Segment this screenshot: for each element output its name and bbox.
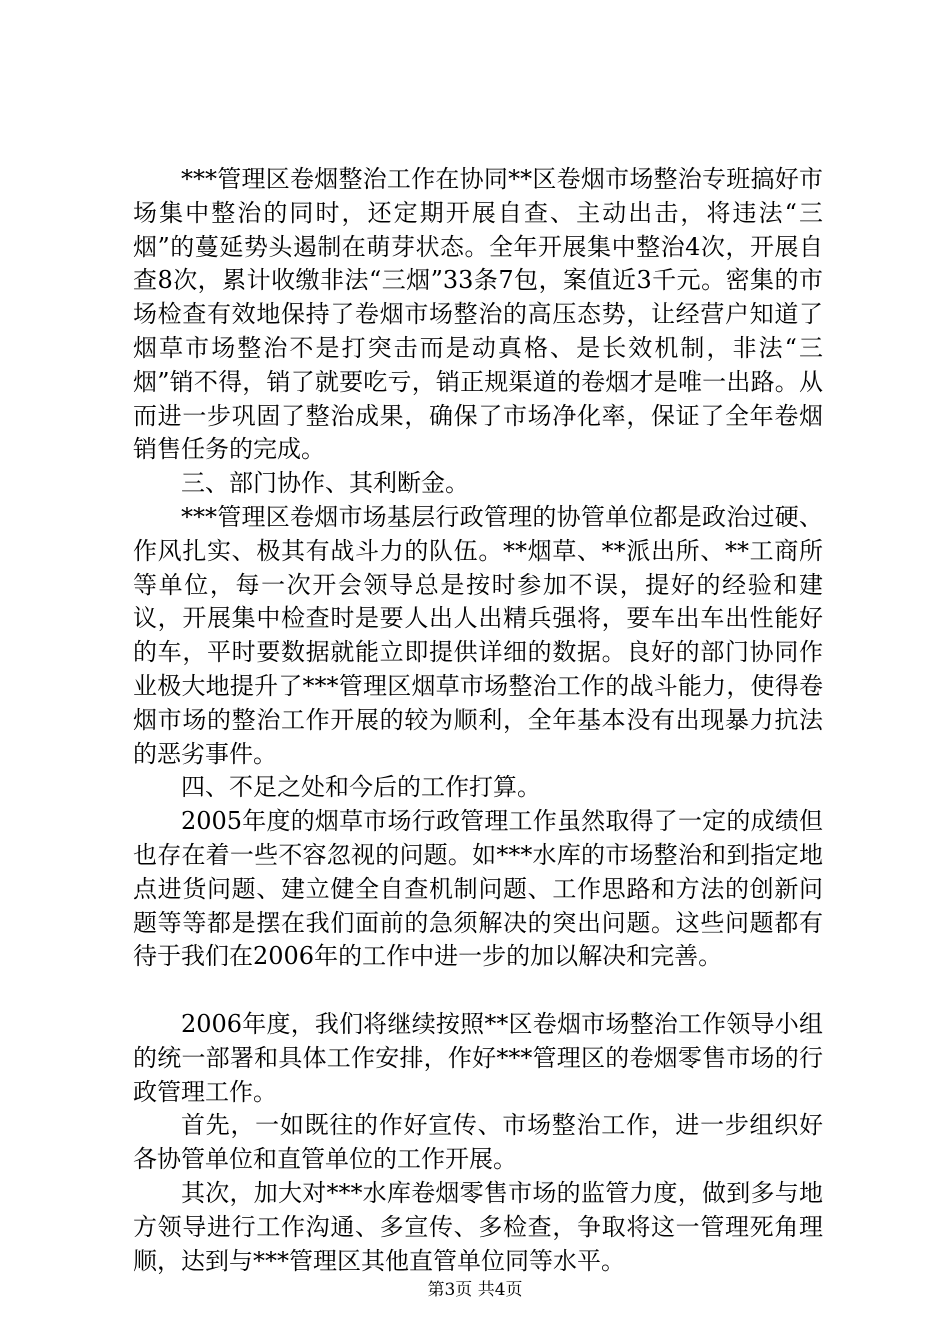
- section-heading-cooperation: 三、部门协作、其利断金。: [181, 469, 469, 498]
- paragraph-shortcomings: 2005年度的烟草市场行政管理工作虽然取得了一定的成绩但也存在着一些不容忽视的问题。如***水库的市场整治和到指定地点进货问题、建立健全自查机制问题、工作思路和方法的创新问题等等都是摆在我们面前的急须解决的突出问题。这些问题都有待于我们在2006年的工作中进一步的加以解决和完善。: [133, 807, 823, 971]
- paragraph-cooperation: ***管理区卷烟市场基层行政管理的协管单位都是政治过硬、作风扎实、极其有战斗力的队伍。**烟草、**派出所、**工商所等单位，每一次开会领导总是按时参加不误，提好的经验和建议，开展集中检查时是要人出人出精兵强将，要车出车出性能好的车，平时要数据就能立即提供详细的数据。良好的部门协同作业极大地提升了***管理区烟草市场整治工作的战斗能力，使得卷烟市场的整治工作开展的较为顺利，全年基本没有出现暴力抗法的恶劣事件。: [133, 502, 823, 768]
- document-body: [133, 163, 823, 1278]
- section-heading-shortcomings: 四、不足之处和今后的工作打算。: [181, 773, 541, 802]
- paragraph-plan-second: 其次，加大对***水库卷烟零售市场的监管力度，做到多与地方领导进行工作沟通、多宣传、多检查，争取将这一管理死角理顺，达到与***管理区其他直管单位同等水平。: [133, 1178, 823, 1275]
- page-number-footer: 第3页 共4页: [427, 1280, 523, 1300]
- paragraph-plan-2006: 2006年度，我们将继续按照**区卷烟市场整治工作领导小组的统一部署和具体工作安排，作好***管理区的卷烟零售市场的行政管理工作。: [133, 1009, 823, 1106]
- paragraph-market-inspection: ***管理区卷烟整治工作在协同**区卷烟市场整治专班搞好市场集中整治的同时，还定期开展自查、主动出击，将违法“三烟”的蔓延势头遏制在萌芽状态。全年开展集中整治4次，开展自查8次，累计收缴非法“三烟”33条7包，案值近3千元。密集的市场检查有效地保持了卷烟市场整治的高压态势，让经营户知道了烟草市场整治不是打突击而是动真格、是长效机制，非法“三烟”销不得，销了就要吃亏，销正规渠道的卷烟才是唯一出路。从而进一步巩固了整治成果，确保了市场净化率，保证了全年卷烟销售任务的完成。: [133, 165, 823, 464]
- paragraph-plan-first: 首先，一如既往的作好宣传、市场整治工作，进一步组织好各协管单位和直管单位的工作开展。: [133, 1111, 823, 1174]
